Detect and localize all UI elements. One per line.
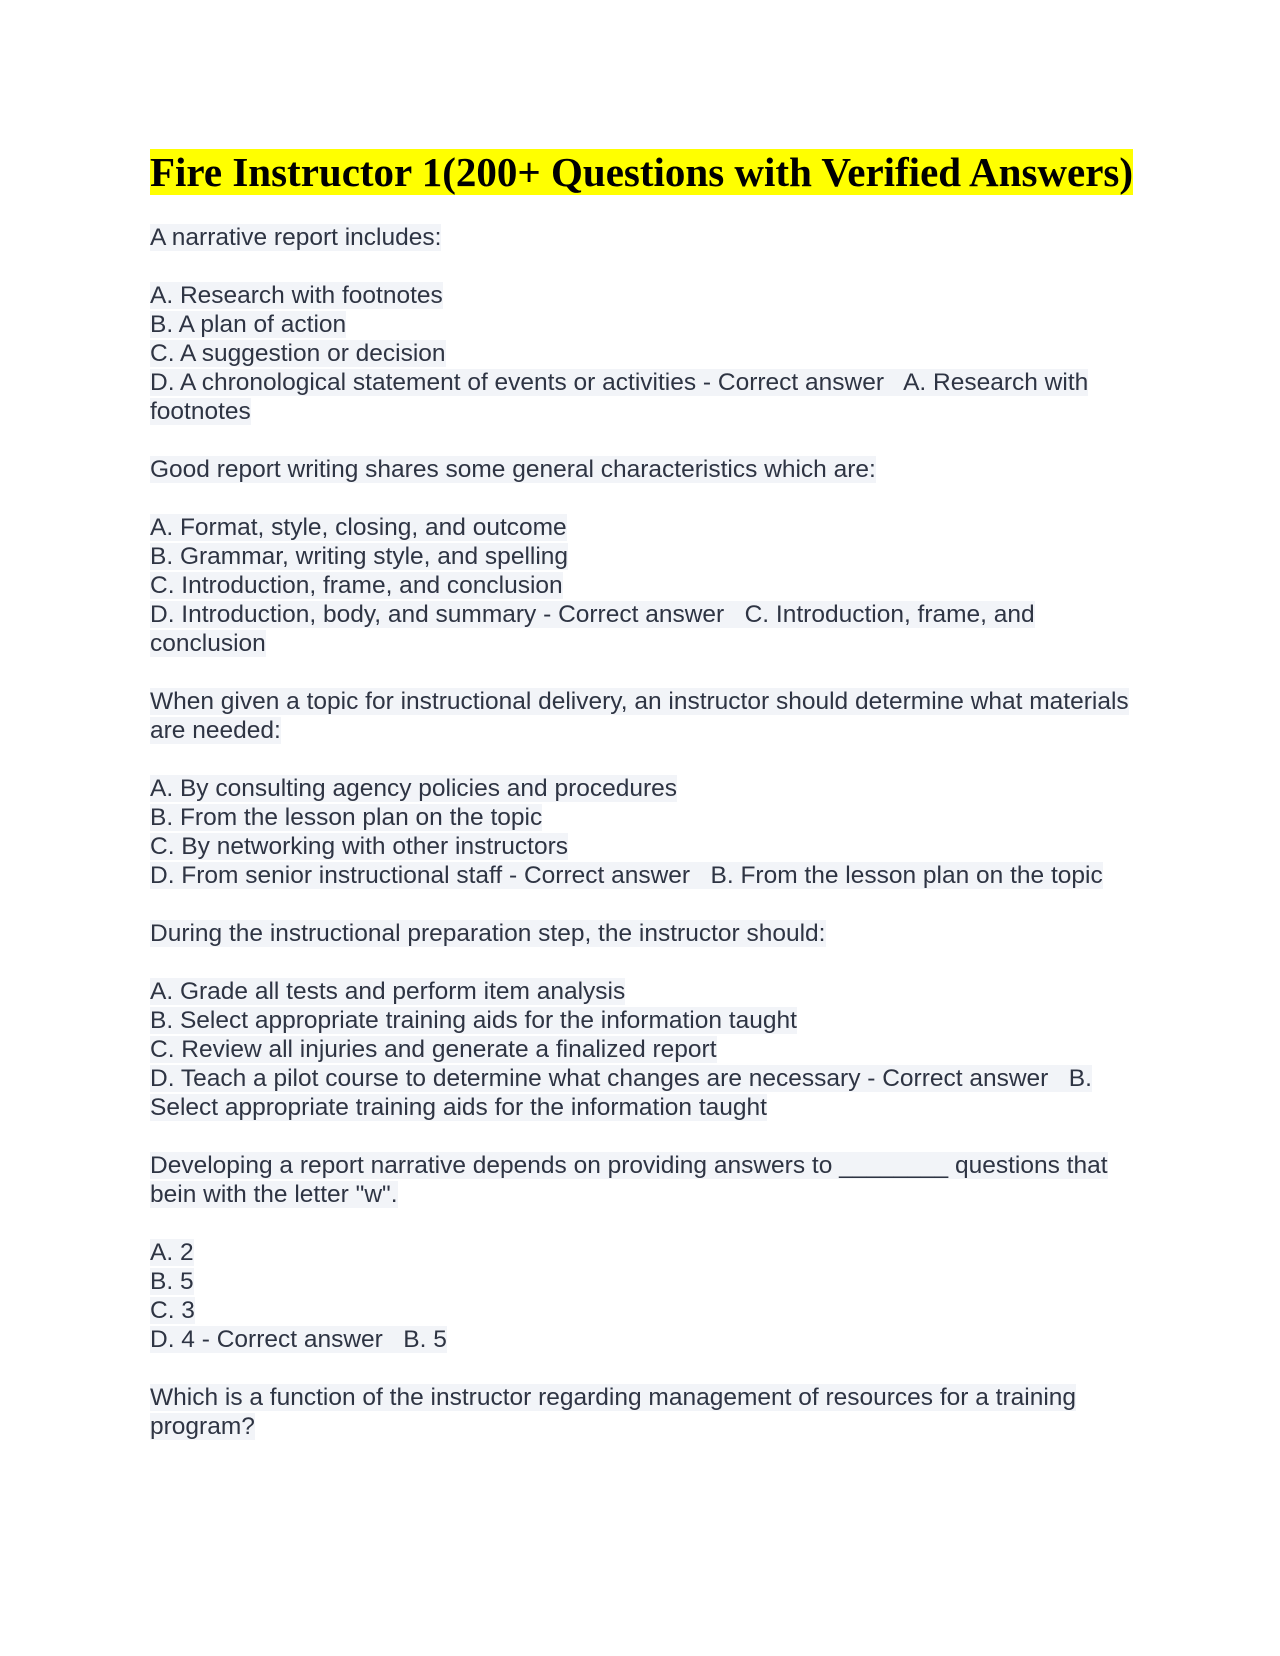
option-d-with-answer [150, 1325, 1140, 1354]
correct-answer-value: B. 5 [403, 1326, 447, 1353]
question-block [150, 687, 1140, 890]
option-d-text: D. From senior instructional staff [150, 862, 503, 889]
correct-answer-value: C. Introduction, frame, and conclusion [150, 601, 1035, 657]
option-a: A. Grade all tests and perform item analysis [150, 978, 626, 1005]
correct-answer-label: - Correct answer [201, 1326, 383, 1353]
correct-answer-label: - Correct answer [702, 369, 884, 396]
option-b: B. From the lesson plan on the topic [150, 804, 543, 831]
option-d-text: D. Introduction, body, and summary [150, 601, 537, 628]
option-b: B. Grammar, writing style, and spelling [150, 543, 569, 570]
option-a: A. 2 [150, 1239, 194, 1266]
option-a: A. By consulting agency policies and procedures [150, 775, 678, 802]
option-d-with-answer [150, 368, 1140, 426]
question-text: Good report writing shares some general characteristics which are: [150, 456, 876, 483]
option-list [150, 1238, 1140, 1354]
option-c: C. 3 [150, 1297, 195, 1324]
correct-answer-label: - Correct answer [543, 601, 725, 628]
option-b: B. A plan of action [150, 311, 347, 338]
option-d-text: D. 4 [150, 1326, 195, 1353]
question-text: During the instructional preparation step, the instructor should: [150, 920, 826, 947]
option-a: A. Research with footnotes [150, 282, 443, 309]
option-list [150, 281, 1140, 426]
option-c: C. Review all injuries and generate a finalized report [150, 1036, 717, 1063]
document-title [150, 148, 1140, 197]
question-block [150, 455, 1140, 658]
option-b: B. 5 [150, 1268, 194, 1295]
question-text: Developing a report narrative depends on providing answers to ________ questions that bein with the letter "w". [150, 1152, 1108, 1208]
option-b: B. Select appropriate training aids for the information taught [150, 1007, 797, 1034]
correct-answer-label: - Correct answer [867, 1065, 1049, 1092]
question-text: Which is a function of the instructor regarding management of resources for a training program? [150, 1384, 1077, 1440]
question-block [150, 1383, 1140, 1441]
option-c: C. A suggestion or decision [150, 340, 446, 367]
option-d-text: D. Teach a pilot course to determine what changes are necessary [150, 1065, 861, 1092]
question-block [150, 919, 1140, 1122]
option-c: C. Introduction, frame, and conclusion [150, 572, 563, 599]
question-block [150, 223, 1140, 426]
document-content [150, 148, 1140, 1470]
option-d-with-answer [150, 861, 1140, 890]
option-d-with-answer [150, 1064, 1140, 1122]
correct-answer-label: - Correct answer [509, 862, 691, 889]
question-text: A narrative report includes: [150, 224, 442, 251]
correct-answer-value: B. Select appropriate training aids for the information taught [150, 1065, 1092, 1121]
question-text: When given a topic for instructional delivery, an instructor should determine what materials are needed: [150, 688, 1129, 744]
option-a: A. Format, style, closing, and outcome [150, 514, 567, 541]
correct-answer-value: A. Research with footnotes [150, 369, 1089, 425]
option-list [150, 513, 1140, 658]
document-title-text: Fire Instructor 1(200+ Questions with Verified Answers) [150, 149, 1134, 195]
question-block [150, 1151, 1140, 1354]
option-c: C. By networking with other instructors [150, 833, 569, 860]
option-d-text: D. A chronological statement of events or activities [150, 369, 697, 396]
option-list [150, 977, 1140, 1122]
option-d-with-answer [150, 600, 1140, 658]
correct-answer-value: B. From the lesson plan on the topic [710, 862, 1103, 889]
option-list [150, 774, 1140, 890]
